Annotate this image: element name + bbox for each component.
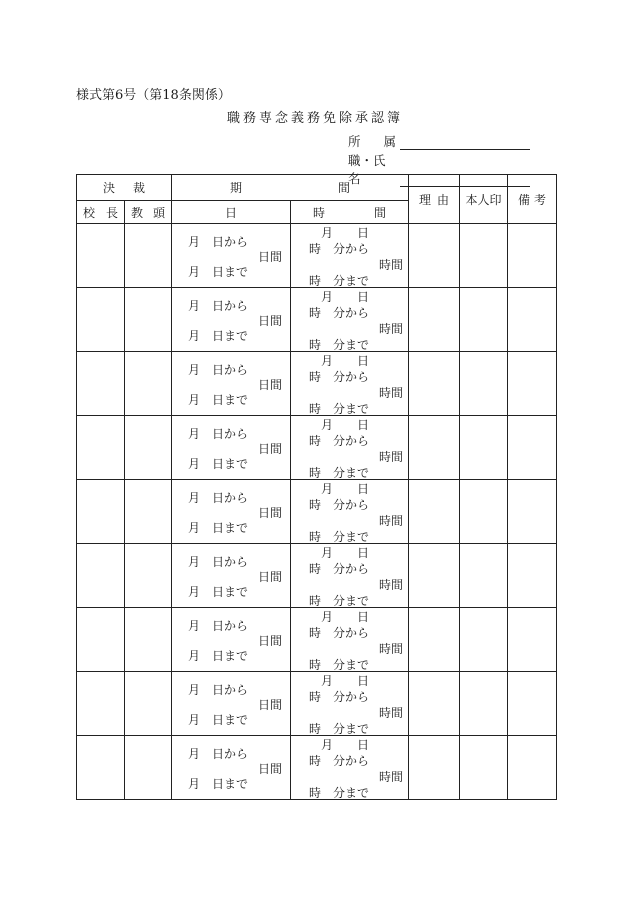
time-month-day-label: 月 日 [321,610,370,624]
principal-seal-cell[interactable] [77,416,125,480]
time-month-day-label: 月 日 [321,674,370,688]
table-row [77,608,557,672]
reason-header: 理 由 [409,175,460,224]
date-to-label: 月 日まで [188,585,249,599]
date-cell[interactable] [172,480,291,544]
date-cell[interactable] [172,352,291,416]
days-unit-label: 日間 [258,314,283,328]
table-row [77,288,557,352]
date-from-label: 月 日から [188,619,249,633]
time-cell[interactable] [291,352,409,416]
time-from-label: 時 分から [309,306,370,320]
reason-cell[interactable] [409,480,460,544]
date-to-label: 月 日まで [188,457,249,471]
reason-cell[interactable] [409,416,460,480]
time-cell[interactable] [291,608,409,672]
days-unit-label: 日間 [258,442,283,456]
date-cell[interactable] [172,288,291,352]
form-number: 様式第6号（第18条関係） [76,88,231,103]
time-month-day-label: 月 日 [321,418,370,432]
remarks-cell[interactable] [508,416,557,480]
principal-seal-cell[interactable] [77,736,125,800]
vice-principal-seal-cell[interactable] [125,608,172,672]
hours-unit-label: 時間 [379,514,404,528]
reason-cell[interactable] [409,288,460,352]
seal-cell[interactable] [460,352,508,416]
table-row [77,416,557,480]
table-row [77,224,557,288]
affiliation-label: 所 属 [348,134,396,149]
days-unit-label: 日間 [258,570,283,584]
vice-principal-seal-cell[interactable] [125,416,172,480]
time-to-label: 時 分まで [309,722,370,736]
table-row [77,544,557,608]
time-from-label: 時 分から [309,370,370,384]
time-cell[interactable] [291,672,409,736]
principal-header: 校 長 [77,201,125,224]
date-cell[interactable] [172,544,291,608]
table-row [77,352,557,416]
time-to-label: 時 分まで [309,338,370,352]
principal-seal-cell[interactable] [77,224,125,288]
date-from-label: 月 日から [188,299,249,313]
time-cell[interactable] [291,224,409,288]
days-unit-label: 日間 [258,250,283,264]
hours-unit-label: 時間 [379,450,404,464]
time-from-label: 時 分から [309,242,370,256]
remarks-cell[interactable] [508,736,557,800]
days-unit-label: 日間 [258,378,283,392]
date-from-label: 月 日から [188,235,249,249]
seal-cell[interactable] [460,736,508,800]
time-month-day-label: 月 日 [321,290,370,304]
date-cell[interactable] [172,224,291,288]
time-to-label: 時 分まで [309,402,370,416]
time-to-label: 時 分まで [309,594,370,608]
time-from-label: 時 分から [309,498,370,512]
remarks-cell[interactable] [508,288,557,352]
table-row [77,480,557,544]
time-from-label: 時 分から [309,562,370,576]
hours-unit-label: 時間 [379,322,404,336]
time-month-day-label: 月 日 [321,546,370,560]
principal-seal-cell[interactable] [77,352,125,416]
reason-cell[interactable] [409,672,460,736]
seal-cell[interactable] [460,608,508,672]
seal-cell[interactable] [460,416,508,480]
date-cell[interactable] [172,736,291,800]
remarks-cell[interactable] [508,672,557,736]
days-unit-label: 日間 [258,762,283,776]
hours-unit-label: 時間 [379,642,404,656]
principal-seal-cell[interactable] [77,544,125,608]
date-from-label: 月 日から [188,683,249,697]
remarks-cell[interactable] [508,544,557,608]
time-to-label: 時 分まで [309,786,370,800]
date-from-label: 月 日から [188,491,249,505]
date-to-label: 月 日まで [188,713,249,727]
time-to-label: 時 分まで [309,530,370,544]
time-month-day-label: 月 日 [321,226,370,240]
principal-seal-cell[interactable] [77,480,125,544]
remarks-cell[interactable] [508,480,557,544]
table-row [77,672,557,736]
date-to-label: 月 日まで [188,777,249,791]
date-cell[interactable] [172,416,291,480]
principal-seal-cell[interactable] [77,288,125,352]
time-month-day-label: 月 日 [321,738,370,752]
date-from-label: 月 日から [188,555,249,569]
time-cell[interactable] [291,544,409,608]
vice-principal-seal-cell[interactable] [125,544,172,608]
date-to-label: 月 日まで [188,329,249,343]
seal-cell[interactable] [460,288,508,352]
time-from-label: 時 分から [309,626,370,640]
date-cell[interactable] [172,608,291,672]
remarks-cell[interactable] [508,224,557,288]
day-header: 日 [172,201,291,224]
seal-cell[interactable] [460,224,508,288]
time-month-day-label: 月 日 [321,354,370,368]
name-label: 職・氏名 [348,153,386,186]
time-to-label: 時 分まで [309,658,370,672]
time-cell[interactable] [291,480,409,544]
days-unit-label: 日間 [258,698,283,712]
remarks-cell[interactable] [508,608,557,672]
table-row [77,736,557,800]
time-cell[interactable] [291,416,409,480]
time-month-day-label: 月 日 [321,482,370,496]
seal-cell[interactable] [460,672,508,736]
principal-seal-cell[interactable] [77,672,125,736]
seal-cell[interactable] [460,544,508,608]
time-from-label: 時 分から [309,690,370,704]
vice-principal-seal-cell[interactable] [125,672,172,736]
reason-cell[interactable] [409,224,460,288]
page-title: 職務専念義務免除承認簿 [226,111,403,126]
affiliation-input-line[interactable] [400,135,530,150]
hours-unit-label: 時間 [379,770,404,784]
date-to-label: 月 日まで [188,521,249,535]
seal-cell[interactable] [460,480,508,544]
remarks-header: 備 考 [508,175,557,224]
reason-cell[interactable] [409,736,460,800]
days-unit-label: 日間 [258,634,283,648]
hours-unit-label: 時間 [379,258,404,272]
date-from-label: 月 日から [188,363,249,377]
reason-cell[interactable] [409,544,460,608]
days-unit-label: 日間 [258,506,283,520]
hours-unit-label: 時間 [379,386,404,400]
vice-principal-header: 教 頭 [125,201,172,224]
reason-cell[interactable] [409,352,460,416]
remarks-cell[interactable] [508,352,557,416]
date-cell[interactable] [172,672,291,736]
hours-unit-label: 時間 [379,706,404,720]
time-to-label: 時 分まで [309,274,370,288]
time-from-label: 時 分から [309,434,370,448]
vice-principal-seal-cell[interactable] [125,480,172,544]
date-from-label: 月 日から [188,747,249,761]
principal-seal-cell[interactable] [77,608,125,672]
time-cell[interactable] [291,736,409,800]
hours-unit-label: 時間 [379,578,404,592]
time-from-label: 時 分から [309,754,370,768]
vice-principal-seal-cell[interactable] [125,352,172,416]
approval-register-table [76,174,557,800]
date-to-label: 月 日まで [188,649,249,663]
date-to-label: 月 日まで [188,265,249,279]
time-cell[interactable] [291,288,409,352]
seal-header: 本人印 [460,175,508,224]
date-to-label: 月 日まで [188,393,249,407]
period-header: 期 間 [172,175,409,201]
vice-principal-seal-cell[interactable] [125,736,172,800]
affiliation-field [348,132,530,150]
decision-header: 決 裁 [77,175,172,201]
date-from-label: 月 日から [188,427,249,441]
reason-cell[interactable] [409,608,460,672]
time-to-label: 時 分まで [309,466,370,480]
vice-principal-seal-cell[interactable] [125,224,172,288]
vice-principal-seal-cell[interactable] [125,288,172,352]
time-header: 時 間 [291,201,409,224]
